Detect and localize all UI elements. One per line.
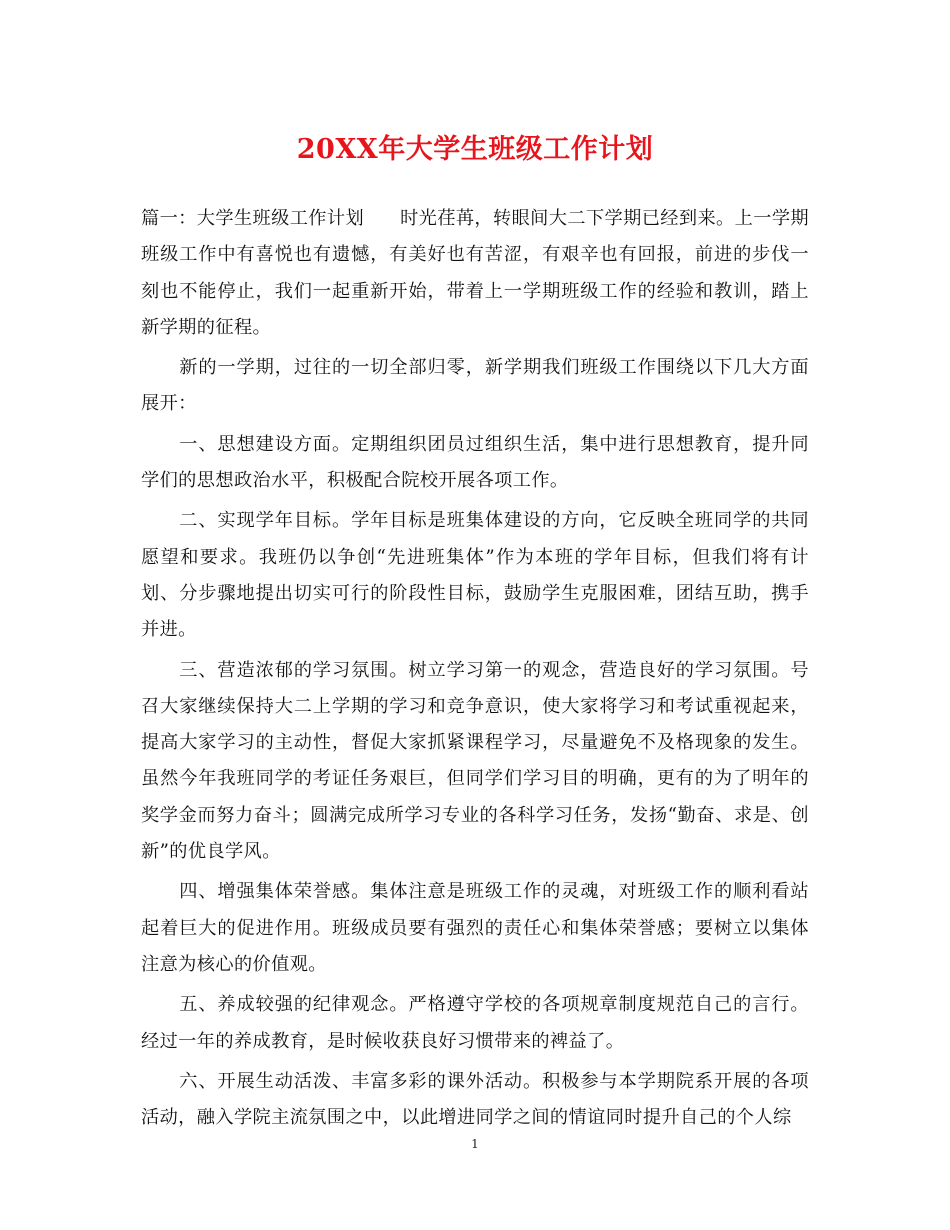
page-number: 1 — [471, 1137, 479, 1151]
document-body — [141, 201, 809, 1140]
paragraph: 新的一学期，过往的一切全部归零，新学期我们班级工作围绕以下几大方面展开： — [141, 357, 809, 415]
paragraph: 五、养成较强的纪律观念。严格遵守学校的各项规章制度规范自己的言行。经过一年的养成教育，是时候收获良好习惯带来的裨益了。 — [141, 994, 809, 1052]
paragraph: 一、思想建设方面。定期组织团员过组织生活，集中进行思想教育，提升同学们的思想政治水平，积极配合院校开展各项工作。 — [141, 433, 809, 492]
paragraph: 三、营造浓郁的学习氛围。树立学习第一的观念，营造良好的学习氛围。号召大家继续保持大二上学期的学习和竞争意识，使大家将学习和考试重视起来，提高大家学习的主动性，督促大家抓紧课程学习，尽量避免不及格现象的发生。虽然今年我班同学的考证任务艰巨，但同学们学习目的明确，更有的为了明年的奖学金而努力奋斗；圆满完成所学习专业的各科学习任务，发扬“勤奋、求是、创新”的优良学风。 — [141, 659, 809, 863]
paragraph-text: 时光荏苒，转眼间大二下学期已经到来。上一学期班级工作中有喜悦也有遗憾，有美好也有苦涩，有艰辛也有回报，前进的步伐一刻也不能停止，我们一起重新开始，带着上一学期班级工作的经验和教训，踏上新学期的征程。 — [141, 208, 809, 338]
paragraph: 二、实现学年目标。学年目标是班集体建设的方向，它反映全班同学的共同愿望和要求。我班仍以争创“先进班集体”作为本班的学年目标，但我们将有计划、分步骤地提出切实可行的阶段性目标，鼓励学生克服困难，团结互助，携手并进。 — [141, 510, 809, 641]
paragraph: 四、增强集体荣誉感。集体注意是班级工作的灵魂，对班级工作的顺利看站起着巨大的促进作用。班级成员要有强烈的责任心和集体荣誉感；要树立以集体注意为核心的价值观。 — [141, 881, 809, 975]
document-title: 20XX年大学生班级工作计划 — [296, 134, 654, 165]
section-heading-label: 篇一：大学生班级工作计划 — [141, 208, 365, 229]
paragraph-intro — [141, 201, 809, 346]
paragraph: 六、开展生动活泼、丰富多彩的课外活动。积极参与本学期院系开展的各项活动，融入学院主流氛围之中，以此增进同学之间的情谊同时提升自己的个人综 — [141, 1070, 809, 1129]
